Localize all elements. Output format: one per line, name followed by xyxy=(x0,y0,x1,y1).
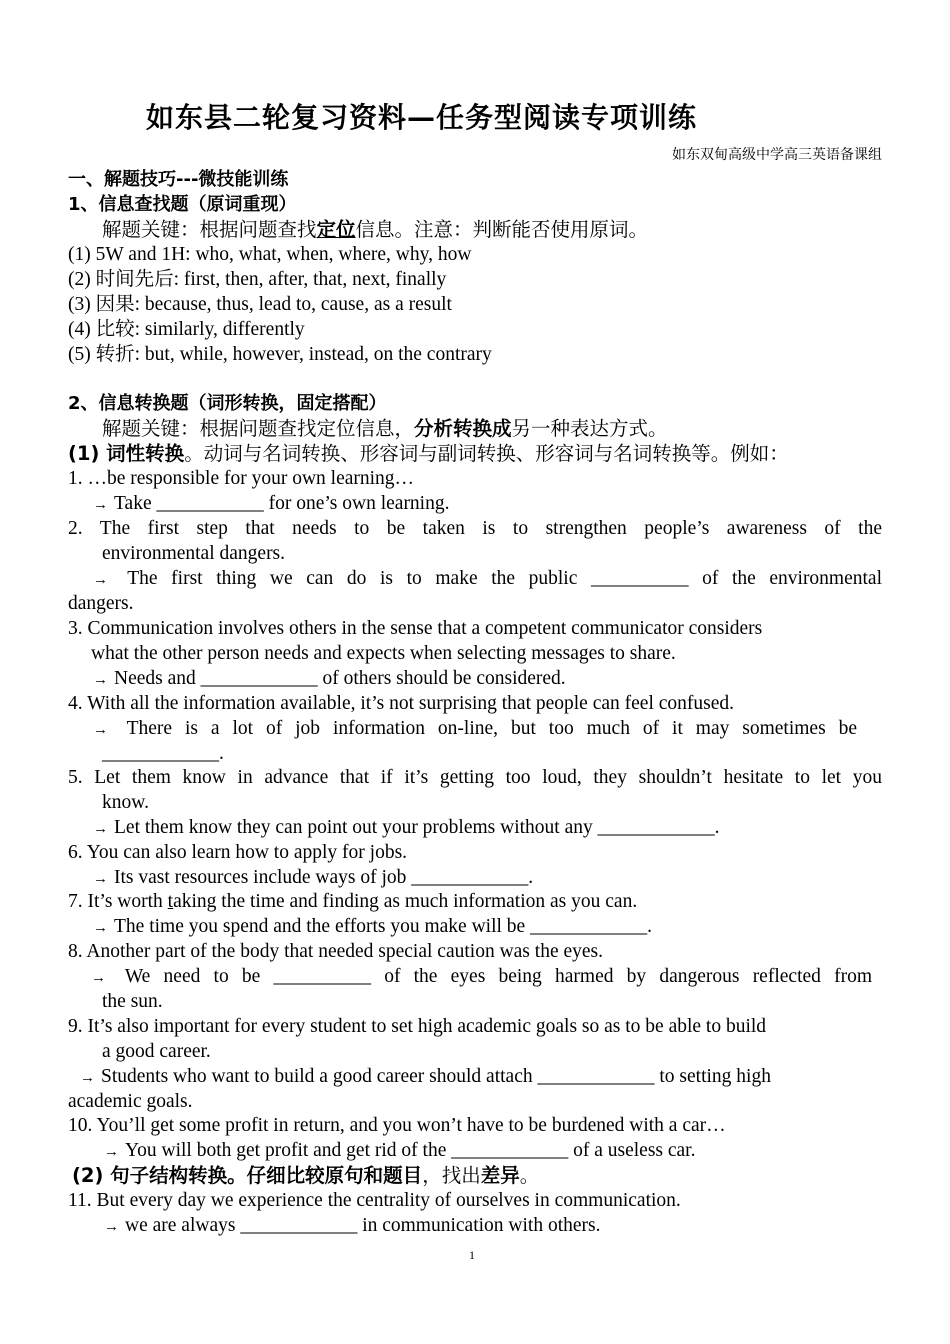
example-answer-text: Let them know they can point out your problems without any ____________. xyxy=(114,817,720,838)
q1-key-text-end: 信息。注意：判断能否使用原词。 xyxy=(355,220,649,241)
arrow-icon: → xyxy=(80,1070,95,1086)
sub2-label: (2) 句子结构转换。仔细比较原句和题目 xyxy=(72,1164,423,1187)
example-sentence-cont: know. xyxy=(102,792,149,813)
example-sentence-cont: what the other person needs and expects when selecting messages to share. xyxy=(91,643,676,664)
q2-key xyxy=(102,417,668,442)
example-sentence: 6. You can also learn how to apply for jobs. xyxy=(68,842,408,863)
example-answer-text: We need to be __________ of the eyes being harmed by dangerous reflected from xyxy=(124,966,872,987)
list-item: (5) 转折: but, while, however, instead, on the contrary xyxy=(68,344,492,365)
example-answer-cont: academic goals. xyxy=(68,1091,193,1112)
sub2-line xyxy=(72,1164,539,1189)
sub1-text: 。动词与名词转换、形容词与副词转换、形容词与名词转换等。例如： xyxy=(184,444,789,465)
page-title: 如东县二轮复习资料—任务型阅读专项训练 xyxy=(146,101,698,134)
example-answer xyxy=(104,1214,600,1239)
example-sentence: 5. Let them know in advance that if it’s getting too loud, they shouldn’t hesitate to let you xyxy=(68,767,882,788)
example-answer xyxy=(93,816,720,841)
arrow-icon: → xyxy=(93,672,108,688)
arrow-icon: → xyxy=(93,497,108,513)
example-answer-cont: dangers. xyxy=(68,593,134,614)
arrow-icon: → xyxy=(93,722,108,738)
list-item: (3) 因果: because, thus, lead to, cause, as a result xyxy=(68,294,452,315)
example-answer xyxy=(104,1139,695,1164)
example-answer-text: The first thing we can do is to make the public __________ of the environmental xyxy=(127,568,882,589)
example-sentence: 4. With all the information available, it’s not surprising that people can feel confused. xyxy=(68,693,735,714)
sub1-label: (1) 词性转换 xyxy=(68,442,185,465)
example-answer-text: Students who want to build a good career should attach ____________ to setting high xyxy=(101,1066,771,1087)
sub2-text: ，找出 xyxy=(422,1166,481,1187)
example-text: 7. It’s worth xyxy=(68,891,168,912)
page-number: 1 xyxy=(469,1248,475,1262)
sub2-emphasis: 差异 xyxy=(480,1164,520,1187)
example-answer xyxy=(93,667,566,692)
sub1-line xyxy=(68,442,789,467)
example-answer-text: Its vast resources include ways of job ____________. xyxy=(114,867,534,888)
page-subtitle: 如东双甸高级中学高三英语备课组 xyxy=(672,148,882,163)
list-item: (4) 比较: similarly, differently xyxy=(68,319,305,340)
example-answer xyxy=(93,866,533,891)
example-sentence: 10. You’ll get some profit in return, and you won’t have to be burdened with a car… xyxy=(68,1115,726,1136)
example-sentence xyxy=(68,890,637,914)
example-answer-text: we are always ____________ in communication with others. xyxy=(125,1215,601,1236)
example-answer-cont: the sun. xyxy=(102,991,163,1012)
arrow-icon: → xyxy=(104,1219,119,1235)
example-sentence: 1. …be responsible for your own learning… xyxy=(68,468,415,489)
q2-key-text-end: 另一种表达方式。 xyxy=(511,419,668,440)
q1-key-text: 解题关键：根据问题查找 xyxy=(102,220,317,241)
list-item: (1) 5W and 1H: who, what, when, where, why, how xyxy=(68,244,472,265)
sub2-text-end: 。 xyxy=(519,1166,540,1187)
example-sentence: 3. Communication involves others in the sense that a competent communicator considers xyxy=(68,618,763,639)
q1-key xyxy=(102,218,648,243)
arrow-icon: → xyxy=(91,970,106,986)
example-answer-text: The time you spend and the efforts you make will be ____________. xyxy=(114,916,652,937)
list-item: (2) 时间先后: first, then, after, that, next, finally xyxy=(68,269,447,290)
example-answer xyxy=(93,567,882,592)
q1-heading: 1、信息查找题（原词重现） xyxy=(68,194,297,215)
example-sentence: 8. Another part of the body that needed special caution was the eyes. xyxy=(68,941,603,962)
arrow-icon: → xyxy=(104,1144,119,1160)
q2-key-text: 解题关键：根据问题查找定位信息， xyxy=(102,419,415,440)
example-sentence: 2. The first step that needs to be taken is to strengthen people’s awareness of the xyxy=(68,518,882,539)
example-answer-cont: ____________. xyxy=(102,743,224,764)
arrow-icon: → xyxy=(93,821,108,837)
example-answer-text: There is a lot of job information on-line, but too much of it may sometimes be xyxy=(126,718,858,739)
arrow-icon: → xyxy=(93,920,108,936)
q2-heading: 2、信息转换题（词形转换，固定搭配） xyxy=(68,393,387,414)
example-answer xyxy=(80,1065,771,1090)
example-answer-text: Needs and ____________ of others should be considered. xyxy=(114,668,566,689)
example-answer xyxy=(91,965,872,990)
example-sentence: 9. It’s also important for every student to set high academic goals so as to be able to build xyxy=(68,1016,767,1037)
example-answer xyxy=(93,492,449,517)
q1-key-emphasis: 定位 xyxy=(316,218,356,241)
example-answer xyxy=(93,915,652,940)
example-answer-text: You will both get profit and get rid of the ____________ of a useless car. xyxy=(125,1140,696,1161)
example-answer xyxy=(93,717,857,742)
arrow-icon: → xyxy=(93,572,108,588)
example-sentence-cont: a good career. xyxy=(102,1041,211,1062)
example-sentence-cont: environmental dangers. xyxy=(102,543,286,564)
section-heading: 一、解题技巧---微技能训练 xyxy=(68,169,289,190)
example-text-end: aking the time and finding as much information as you can. xyxy=(173,891,638,912)
example-underlined-letter: t xyxy=(167,891,174,912)
example-sentence: 11. But every day we experience the centrality of ourselves in communication. xyxy=(68,1190,681,1211)
example-answer-text: Take ___________ for one’s own learning. xyxy=(114,493,450,514)
arrow-icon: → xyxy=(93,871,108,887)
q2-key-emphasis: 分析转换成 xyxy=(414,417,512,440)
